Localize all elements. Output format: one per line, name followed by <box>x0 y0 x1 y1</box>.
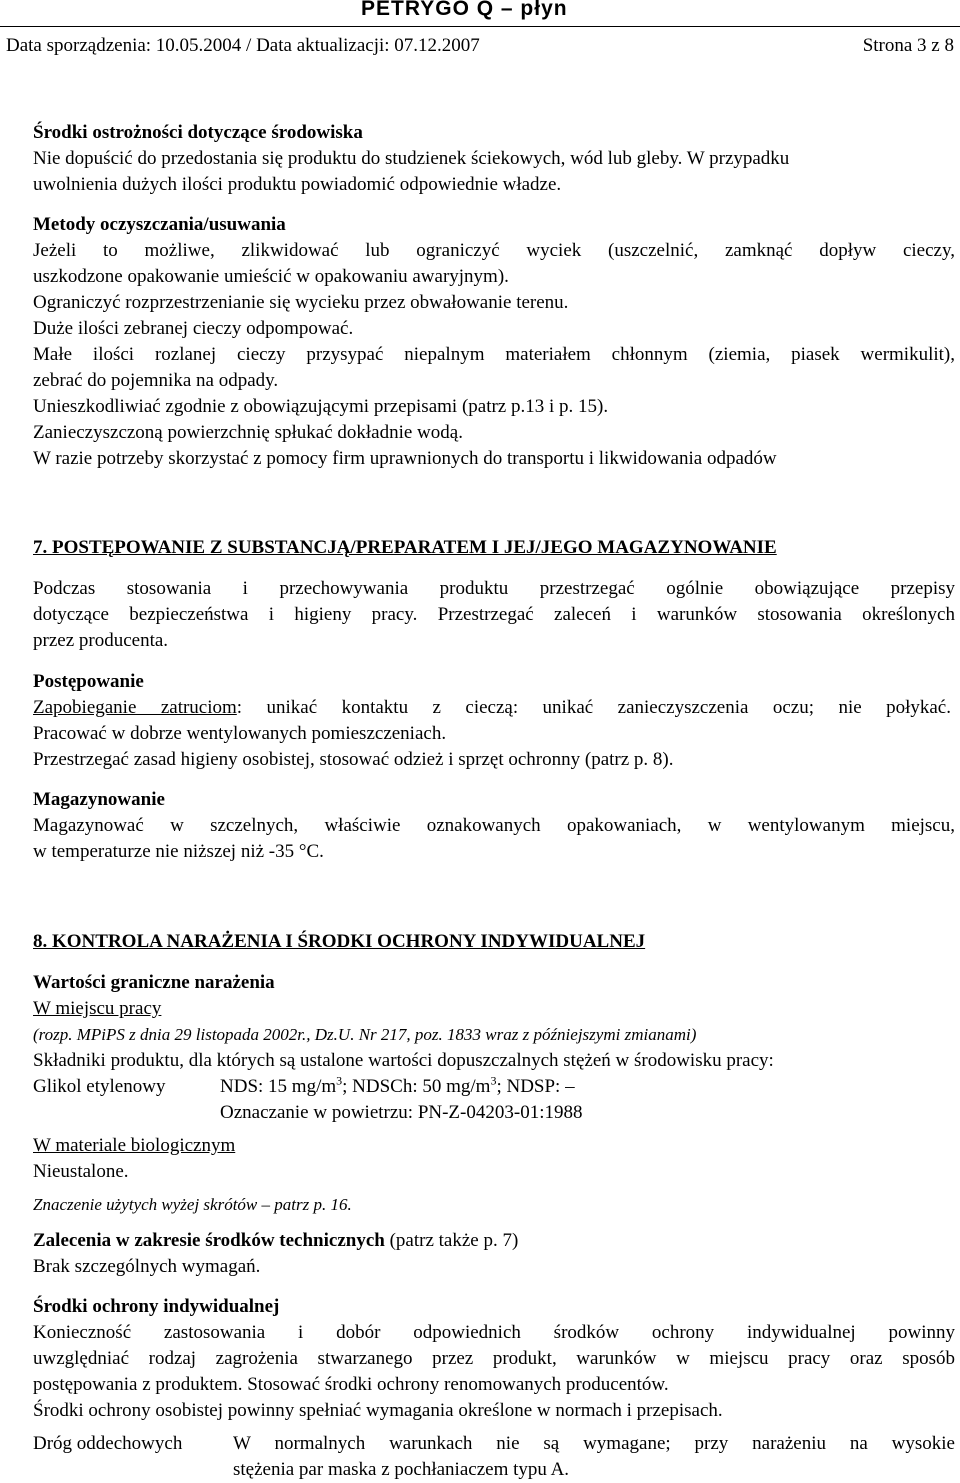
handling-line: Pracować w dobrze wentylowanych pomieszczeniach. <box>33 723 447 744</box>
bio-value: Nieustalone. <box>33 1161 129 1182</box>
header-rule <box>0 26 960 27</box>
nds-value: NDS: 15 mg/m <box>220 1076 337 1097</box>
storage-heading: Magazynowanie <box>33 789 165 810</box>
unit-superscript: 3 <box>490 1073 497 1088</box>
section-7-title: 7. POSTĘPOWANIE Z SUBSTANCJĄ/PREPARATEM I JEJ/JEGO MAGAZYNOWANIE <box>33 537 777 558</box>
handling-text: : unikać kontaktu z cieczą: unikać zanieczyszczenia oczu; nie połykać. <box>236 697 951 718</box>
s7-intro-line: Podczas stosowania i przechowywania produktu przestrzegać ogólnie obowiązujące przepisy <box>33 578 955 599</box>
unit-superscript: 3 <box>336 1073 343 1088</box>
handling-heading: Postępowanie <box>33 671 144 692</box>
env-heading: Środki ostrożności dotyczące środowiska <box>33 122 363 143</box>
cleanup-line: Zanieczyszczoną powierzchnię spłukać dokładnie wodą. <box>33 422 463 443</box>
storage-line: Magazynować w szczelnych, właściwie oznakowanych opakowaniach, w wentylowanym miejscu, <box>33 815 955 836</box>
document-dates: Data sporządzenia: 10.05.2004 / Data aktualizacji: 07.12.2007 <box>6 35 480 56</box>
cleanup-line: zebrać do pojemnika na odpady. <box>33 370 279 391</box>
tech-line <box>33 1228 518 1253</box>
tech-reference: (patrz także p. 7) <box>384 1230 519 1251</box>
respiratory-line: stężenia par maska z pochłaniaczem typu A. <box>233 1459 570 1480</box>
cleanup-line: Małe ilości rozlanej cieczy przysypać niepalnym materiałem chłonnym (ziemia, piasek wermikulit), <box>33 344 955 365</box>
tech-heading: Zalecenia w zakresie środków technicznych <box>33 1230 385 1251</box>
handling-line: Przestrzegać zasad higieny osobistej, stosować odzież i sprzęt ochronny (patrz p. 8). <box>33 749 674 770</box>
substance-name: Glikol etylenowy <box>33 1076 166 1097</box>
cleanup-line: Duże ilości zebranej cieczy odpompować. <box>33 318 354 339</box>
ppe-line: uwzględniać rodzaj zagrożenia stwarzanego przez produkt, warunków w miejscu pracy oraz sposób <box>33 1348 955 1369</box>
cleanup-heading: Metody oczyszczania/usuwania <box>33 214 286 235</box>
handling-line <box>33 695 951 720</box>
ppe-line: Konieczność zastosowania i dobór odpowiednich środków ochrony indywidualnej powinny <box>33 1322 955 1343</box>
env-line: uwolnienia dużych ilości produktu powiadomić odpowiednie władze. <box>33 174 562 195</box>
abbrev-note: Znaczenie użytych wyżej skrótów – patrz p. 16. <box>33 1195 352 1214</box>
cleanup-line: Jeżeli to możliwe, zlikwidować lub ograniczyć wyciek (uszczelnić, zamknąć dopływ cieczy, <box>33 240 955 261</box>
handling-subheading: Zapobieganie zatruciom <box>33 697 237 718</box>
ndsch-value: ; NDSCh: 50 mg/m <box>342 1076 491 1097</box>
cleanup-line: uszkodzone opakowanie umieścić w opakowaniu awaryjnym). <box>33 266 509 287</box>
cleanup-line: Unieszkodliwiać zgodnie z obowiązującymi przepisami (patrz p.13 i p. 15). <box>33 396 609 417</box>
cleanup-line: Ograniczyć rozprzestrzenianie się wycieku przez obwałowanie terenu. <box>33 292 569 313</box>
exposure-limits <box>220 1074 575 1099</box>
air-test-standard: Oznaczanie w powietrzu: PN-Z-04203-01:1988 <box>220 1102 583 1123</box>
ppe-line: Środki ochrony osobistej powinny spełniać wymagania określone w normach i przepisach. <box>33 1400 723 1421</box>
tech-value: Brak szczególnych wymagań. <box>33 1256 261 1277</box>
limits-heading: Wartości graniczne narażenia <box>33 972 275 993</box>
ppe-line: postępowania z produktem. Stosować środki ochrony renomowanych producentów. <box>33 1374 669 1395</box>
bio-heading: W materiale biologicznym <box>33 1135 236 1156</box>
regulation-reference: (rozp. MPiPS z dnia 29 listopada 2002r., Dz.U. Nr 217, poz. 1833 wraz z późniejszymi zmianami) <box>33 1025 697 1044</box>
s7-intro-line: przez producenta. <box>33 630 169 651</box>
cleanup-line: W razie potrzeby skorzystać z pomocy firm uprawnionych do transportu i likwidowania odpadów <box>33 448 777 469</box>
page-number: Strona 3 z 8 <box>862 35 954 56</box>
ndsp-value: ; NDSP: – <box>496 1076 575 1097</box>
storage-line: w temperaturze nie niższej niż -35 °C. <box>33 841 324 862</box>
document-title: PETRYGO Q – płyn <box>361 0 568 20</box>
workplace-heading: W miejscu pracy <box>33 998 162 1019</box>
ppe-heading: Środki ochrony indywidualnej <box>33 1296 280 1317</box>
section-8-title: 8. KONTROLA NARAŻENIA I ŚRODKI OCHRONY INDYWIDUALNEJ <box>33 931 646 952</box>
env-line: Nie dopuścić do przedostania się produktu do studzienek ściekowych, wód lub gleby. W przypadku <box>33 148 790 169</box>
components-line: Składniki produktu, dla których są ustalone wartości dopuszczalnych stężeń w środowisku pracy: <box>33 1050 774 1071</box>
respiratory-line: W normalnych warunkach nie są wymagane; przy narażeniu na wysokie <box>233 1433 955 1454</box>
s7-intro-line: dotyczące bezpieczeństwa i higieny pracy. Przestrzegać zaleceń i warunków stosowania określonych <box>33 604 955 625</box>
respiratory-label: Dróg oddechowych <box>33 1433 183 1454</box>
